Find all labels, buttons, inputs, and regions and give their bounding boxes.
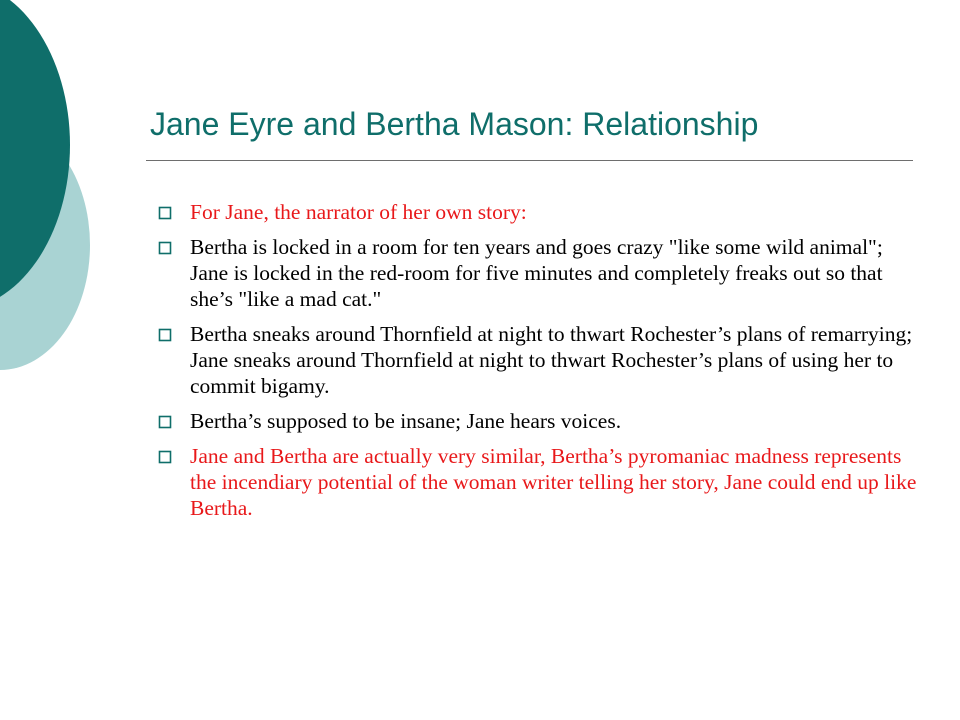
bullet-list — [158, 199, 918, 530]
bullet-text: Jane and Bertha are actually very similar, Bertha’s pyromaniac madness represents the incendiary potential of the woman writer telling her story, Jane could end up like Bertha. — [190, 444, 917, 520]
bullet-text: Bertha is locked in a room for ten years and goes crazy "like some wild animal"; Jane is locked in the red-room for five minutes and completely freaks out so that she’s "like a mad cat." — [190, 235, 883, 311]
slide-title: Jane Eyre and Bertha Mason: Relationship — [150, 106, 759, 142]
hollow-square-bullet-icon — [158, 408, 178, 429]
hollow-square-bullet-icon — [158, 199, 178, 220]
bullet-text: For Jane, the narrator of her own story: — [190, 200, 527, 224]
bullet-item — [158, 234, 918, 312]
bullet-item — [158, 408, 918, 434]
hollow-square-bullet-icon — [158, 443, 178, 464]
hollow-square-bullet-icon — [158, 321, 178, 342]
hollow-square-bullet-icon — [158, 234, 178, 255]
bullet-item — [158, 321, 918, 399]
bullet-item — [158, 199, 918, 225]
bullet-text: Bertha sneaks around Thornfield at night to thwart Rochester’s plans of remarrying; Jane sneaks around Thornfield at night to thwart Rochester’s plans of using her to commit bigamy. — [190, 322, 913, 398]
bullet-item — [158, 443, 918, 521]
bullet-text: Bertha’s supposed to be insane; Jane hears voices. — [190, 409, 622, 433]
title-divider — [146, 160, 913, 161]
